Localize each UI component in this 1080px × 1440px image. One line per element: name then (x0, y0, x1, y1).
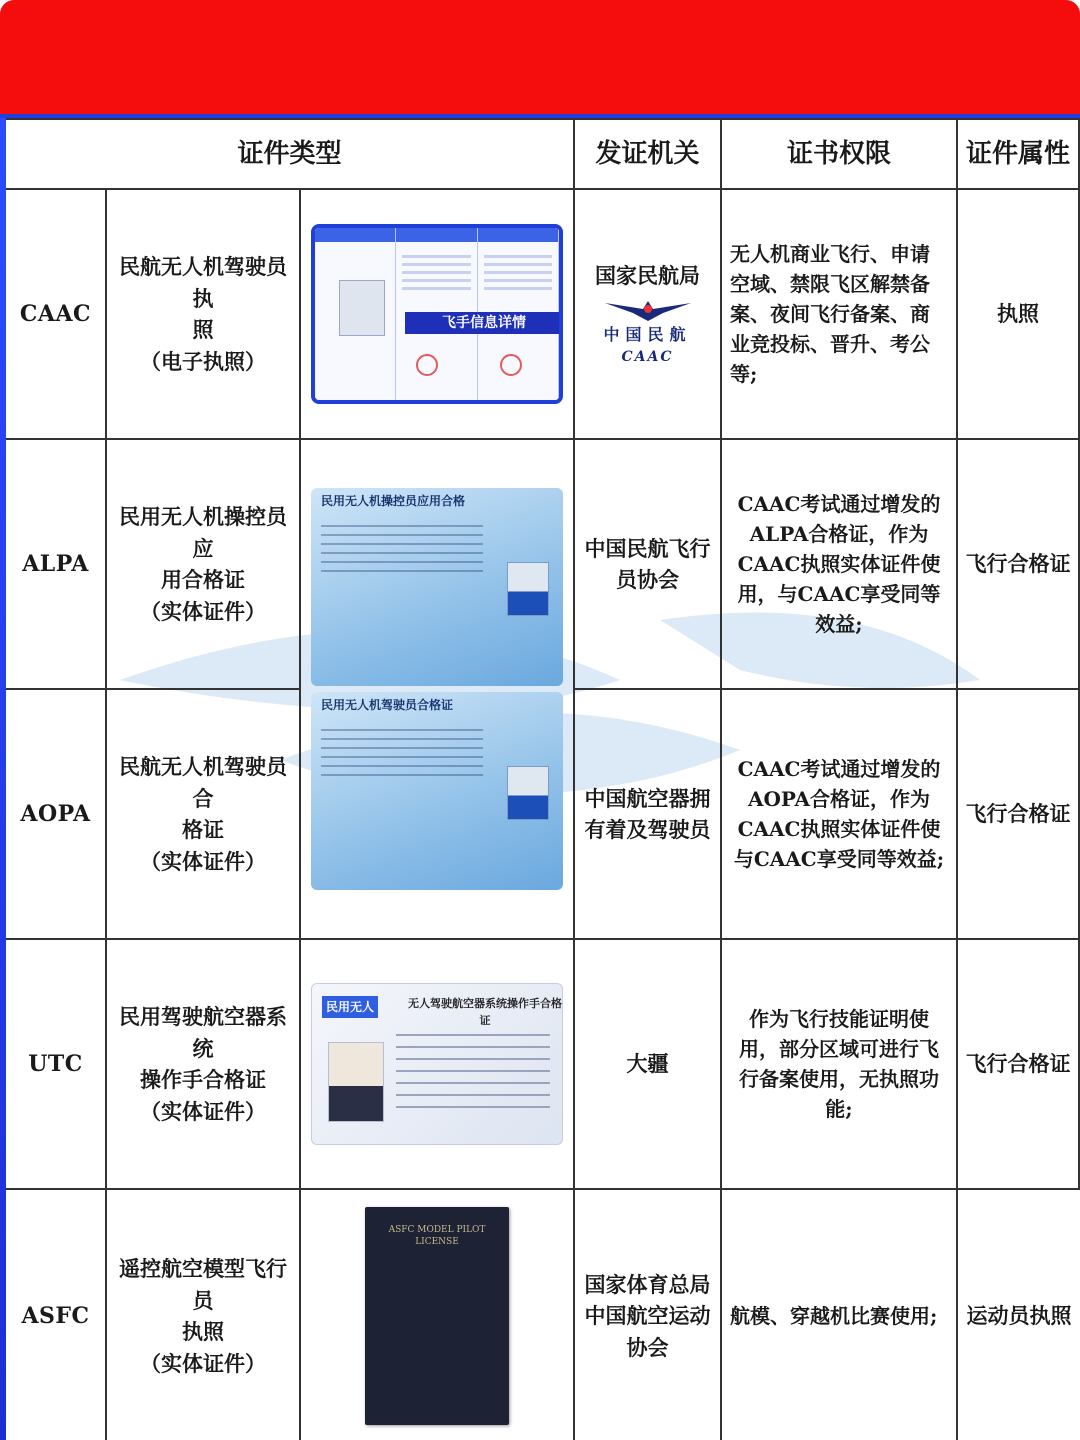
name-line: 用合格证 (161, 567, 245, 592)
caac-wings-icon (603, 297, 693, 323)
certificate-rights: 无人机商业飞行、申请空域、禁限飞区解禁备案、夜间飞行备案、商业竞投标、晋升、考公等; (722, 190, 958, 440)
issuing-authority: 中国航空器拥有着及驾驶员 (575, 690, 722, 940)
certificate-rights: 作为飞行技能证明使用，部分区域可进行飞行备案使用，无执照功能; (722, 940, 958, 1190)
name-line: 民用驾驶航空器系统 (119, 1004, 287, 1061)
issuing-authority (575, 190, 722, 440)
certificate-name (107, 440, 301, 690)
name-subtitle: （实体证件） (140, 1098, 266, 1124)
name-line: 民用无人机操控员应 (119, 504, 287, 561)
utc-brand-tag: 民用无人 (322, 996, 378, 1018)
issuing-authority: 国家体育总局中国航空运动协会 (575, 1190, 722, 1440)
name-line: 执照 (182, 1319, 224, 1344)
name-line: 操作手合格证 (140, 1067, 266, 1092)
certificate-rights: 航模、穿越机比赛使用; (722, 1190, 958, 1440)
certificate-image (301, 940, 575, 1190)
header-authority: 发证机关 (575, 120, 722, 190)
certificate-attribute: 运动员执照 (966, 1303, 1072, 1329)
certificate-table (6, 118, 1080, 1440)
top-red-banner (0, 0, 1080, 118)
caac-logo: 中国民航 CAAC (603, 297, 693, 368)
certificate-name (107, 190, 301, 440)
row-code: ALPA (6, 440, 107, 690)
name-subtitle: （电子执照） (140, 348, 266, 374)
certificate-name (107, 690, 301, 940)
asfc-booklet-image: ASFC MODEL PILOT LICENSE (365, 1207, 509, 1425)
row-code: UTC (6, 940, 107, 1190)
authority-name: 国家民航局 (595, 262, 700, 288)
name-line: 格证 (182, 817, 224, 842)
alpa-card-image: 民用无人机操控员应用合格 (311, 488, 563, 686)
certificate-image (301, 440, 575, 940)
name-subtitle: （实体证件） (140, 598, 266, 624)
certificate-rights: CAAC考试通过增发的AOPA合格证，作为CAAC执照实体证件使与CAAC享受同等效益; (722, 690, 958, 940)
header-type: 证件类型 (6, 120, 575, 190)
certificate-image (301, 1190, 575, 1440)
certificate-image (301, 190, 575, 440)
certificate-name (107, 940, 301, 1190)
certificate-rights: CAAC考试通过增发的ALPA合格证，作为CAAC执照实体证件使用，与CAAC享受同等效益; (722, 440, 958, 690)
e-license-screenshot (311, 224, 563, 404)
aopa-card-image: 民用无人机驾驶员合格证 (311, 692, 563, 890)
certificate-attribute: 执照 (958, 190, 1080, 440)
name-line: 民航无人机驾驶员执 (119, 254, 287, 311)
name-subtitle: （实体证件） (140, 848, 266, 874)
avatar (339, 280, 385, 336)
header-rights: 证书权限 (722, 120, 958, 190)
row-code: CAAC (6, 190, 107, 440)
row-code: AOPA (6, 690, 107, 940)
name-line: 照 (192, 317, 214, 342)
certificate-attribute: 飞行合格证 (958, 440, 1080, 690)
issuing-authority: 大疆 (575, 940, 722, 1190)
utc-card-image: 民用无人 无人驾驶航空器系统操作手合格证 (311, 983, 563, 1145)
name-line: 遥控航空模型飞行员 (119, 1256, 287, 1313)
name-subtitle: （实体证件） (140, 1350, 266, 1376)
avatar (507, 766, 549, 820)
name-line: 民航无人机驾驶员合 (119, 754, 287, 811)
certificate-attribute: 飞行合格证 (958, 940, 1080, 1190)
certificate-name (107, 1190, 301, 1440)
issuing-authority: 中国民航飞行员协会 (575, 440, 722, 690)
avatar (507, 562, 549, 616)
avatar (328, 1042, 384, 1122)
row-code: ASFC (6, 1190, 107, 1440)
header-attribute: 证件属性 (958, 120, 1080, 190)
certificate-attribute: 飞行合格证 (958, 690, 1080, 940)
pilot-info-banner: 飞手信息详情 (405, 312, 563, 334)
